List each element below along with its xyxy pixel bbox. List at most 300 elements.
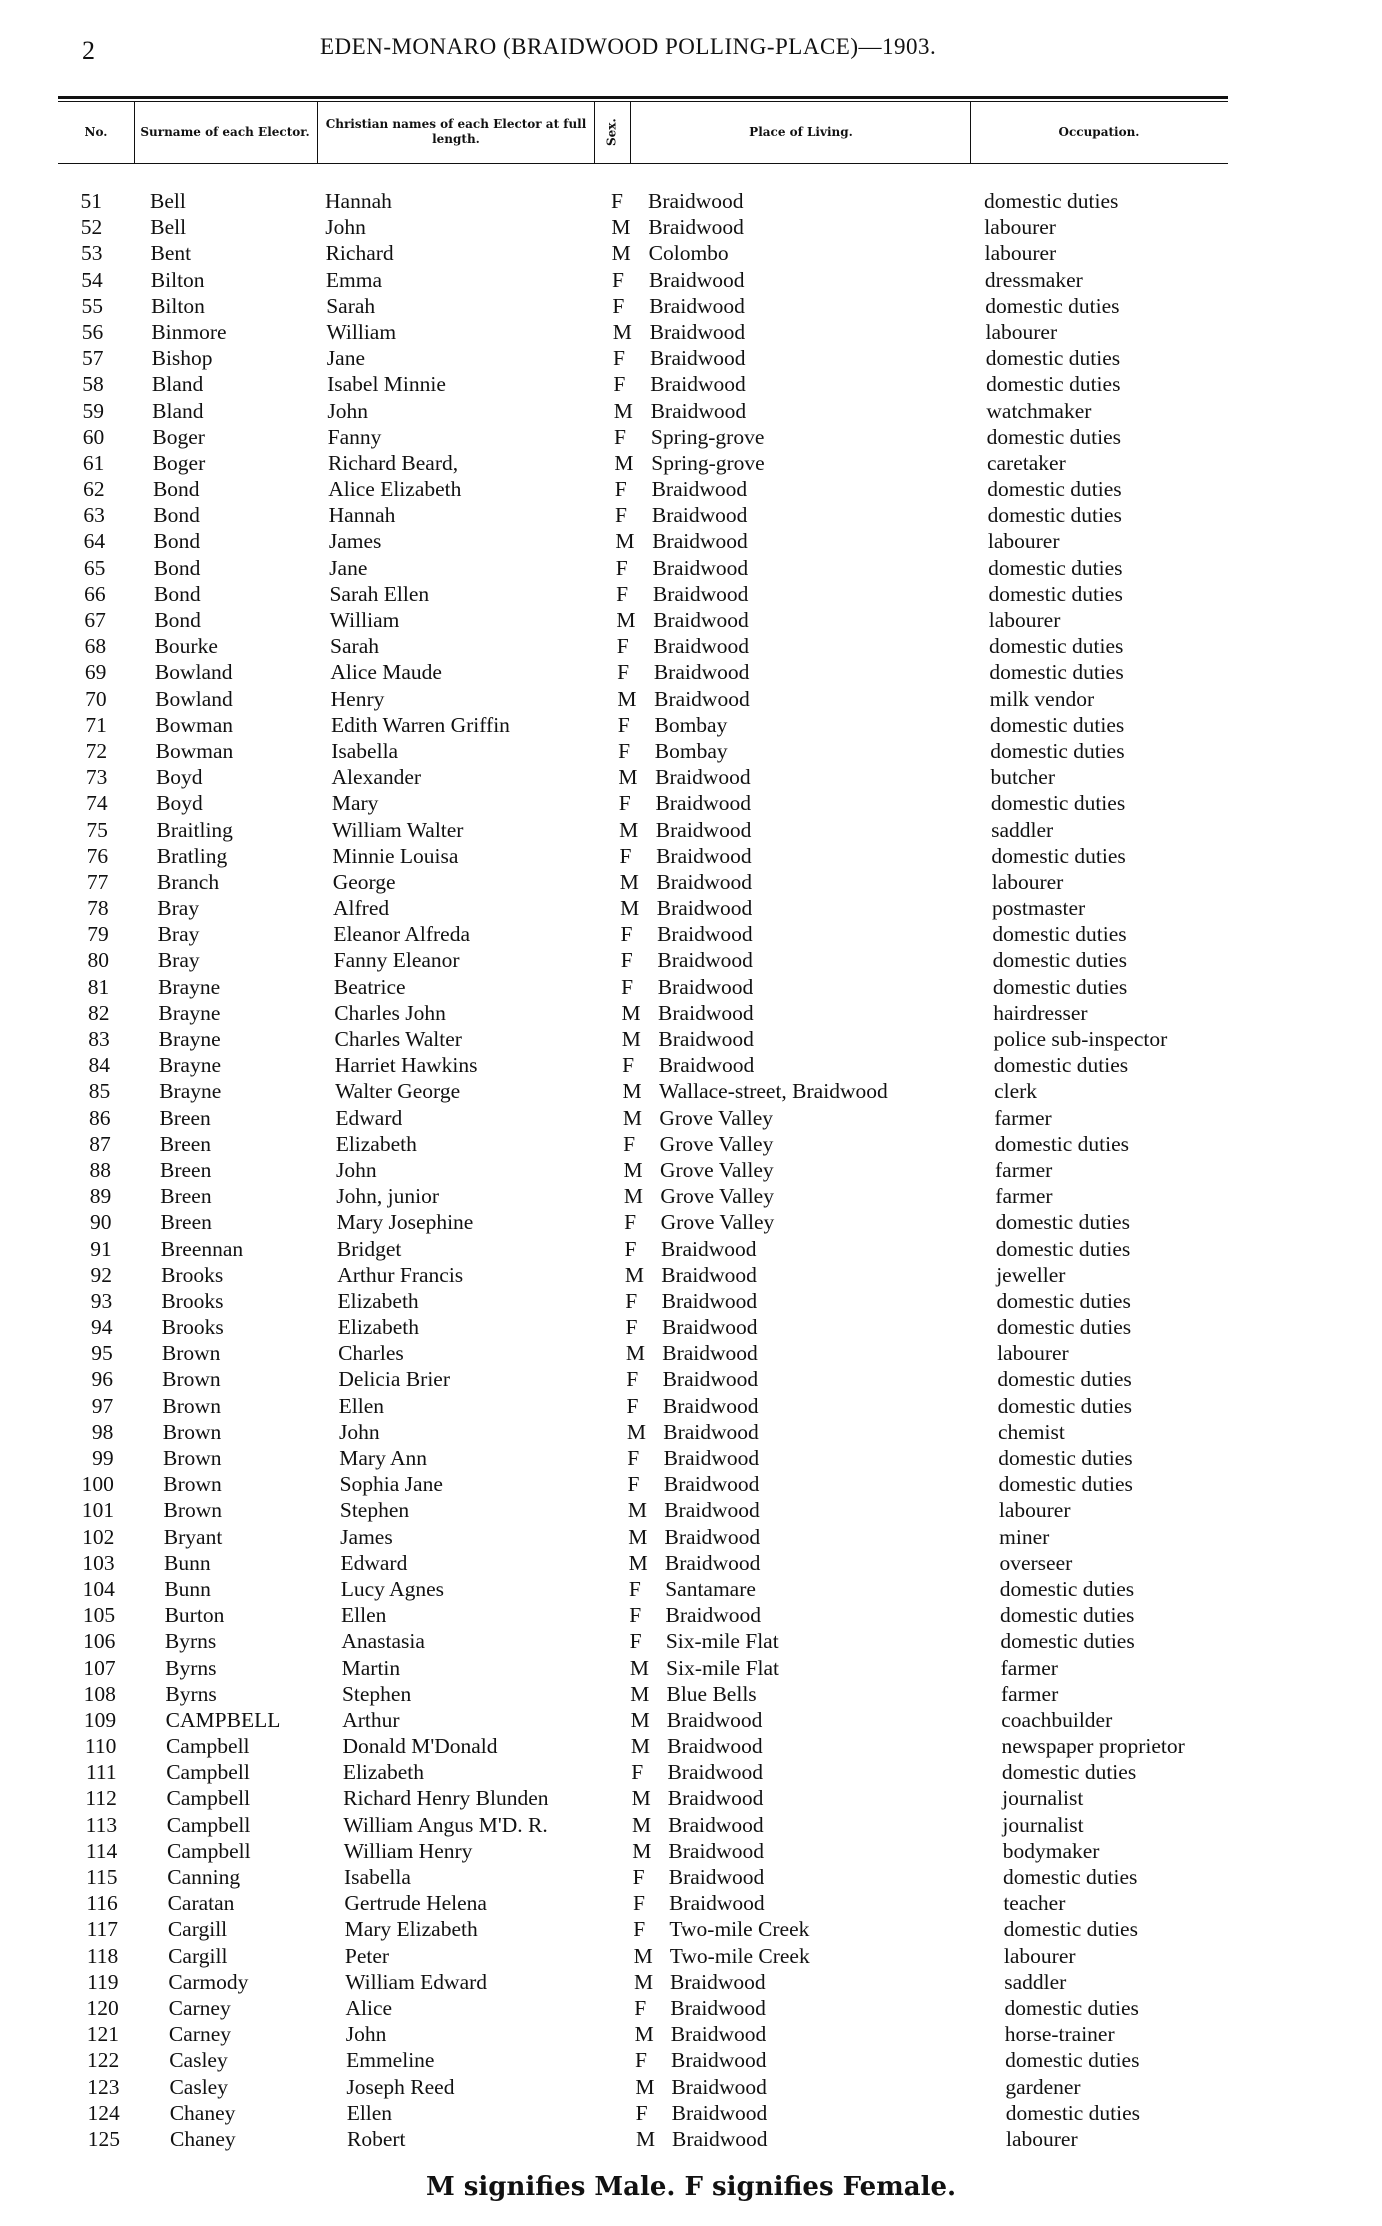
elector-row: [0, 659, 1382, 685]
elector-row: [0, 1471, 1382, 1497]
elector-occupation: domestic duties: [1003, 1865, 1138, 1889]
elector-surname: Campbell: [166, 1812, 251, 1837]
elector-place: Braidwood: [649, 293, 745, 318]
elector-sex: F: [625, 1315, 638, 1340]
elector-occupation: domestic duties: [1000, 1603, 1135, 1628]
elector-surname: Bunn: [164, 1550, 211, 1575]
elector-row: [0, 581, 1382, 607]
elector-sex: M: [628, 1550, 648, 1575]
elector-place: Braidwood: [651, 503, 748, 528]
elector-sex: M: [621, 1027, 641, 1051]
elector-place: Braidwood: [669, 1891, 765, 1916]
elector-row: [0, 1157, 1382, 1183]
elector-sex: M: [612, 319, 632, 344]
elector-row: [0, 1209, 1382, 1235]
elector-occupation: domestic duties: [998, 1446, 1133, 1470]
elector-occupation: domestic duties: [1005, 2100, 1141, 2125]
elector-number: 98: [91, 1419, 114, 1444]
elector-number: 74: [86, 791, 108, 816]
elector-row: [0, 1078, 1382, 1104]
elector-occupation: labourer: [997, 1341, 1069, 1366]
elector-number: 113: [85, 1812, 118, 1837]
elector-christian-names: John: [327, 398, 368, 423]
elector-occupation: domestic duties: [986, 372, 1121, 397]
elector-surname: Brooks: [161, 1288, 224, 1313]
elector-christian-names: Emmeline: [346, 2048, 435, 2073]
elector-number: 94: [90, 1315, 113, 1340]
elector-surname: Bent: [150, 241, 192, 266]
elector-sex: F: [635, 2100, 648, 2125]
elector-surname: Campbell: [165, 1734, 250, 1759]
elector-number: 116: [86, 1891, 118, 1916]
elector-number: 68: [84, 634, 107, 659]
elector-surname: Casley: [169, 2074, 228, 2099]
elector-number: 69: [84, 660, 107, 685]
elector-number: 52: [80, 215, 103, 240]
elector-christian-names: Charles: [338, 1341, 404, 1366]
elector-number: 105: [82, 1603, 116, 1628]
elector-number: 121: [86, 2022, 120, 2047]
elector-surname: Chaney: [170, 2126, 236, 2151]
elector-occupation: watchmaker: [986, 398, 1092, 423]
elector-place: Braidwood: [657, 948, 753, 973]
elector-row: [0, 974, 1382, 1000]
elector-sex: F: [615, 555, 628, 580]
elector-row: [0, 2021, 1382, 2047]
elector-surname: Brown: [163, 1472, 222, 1497]
elector-christian-names: Donald M'Donald: [342, 1734, 498, 1759]
elector-row: [0, 1314, 1382, 1340]
elector-occupation: domestic duties: [995, 1210, 1130, 1235]
elector-row: [0, 1602, 1382, 1628]
elector-christian-names: Elizabeth: [337, 1288, 419, 1313]
elector-christian-names: Alexander: [331, 765, 422, 790]
elector-row: [0, 738, 1382, 764]
elector-place: Braidwood: [670, 1995, 766, 2020]
elector-christian-names: Stephen: [341, 1681, 412, 1706]
elector-number: 115: [86, 1865, 118, 1889]
elector-surname: Brayne: [158, 1000, 221, 1025]
elector-row: [0, 895, 1382, 921]
elector-christian-names: Harriet Hawkins: [334, 1053, 478, 1078]
elector-sex: F: [624, 1236, 637, 1261]
elector-sex: M: [633, 1943, 653, 1968]
elector-place: Colombo: [648, 241, 729, 266]
elector-row: [0, 817, 1382, 843]
elector-place: Braidwood: [651, 477, 748, 502]
elector-surname: Brown: [162, 1367, 221, 1392]
elector-number: 79: [87, 922, 109, 947]
elector-surname: Bowland: [155, 686, 233, 711]
elector-surname: Bland: [151, 372, 204, 397]
elector-sex: M: [611, 241, 631, 266]
elector-surname: Bowland: [154, 660, 233, 685]
elector-christian-names: Mary: [331, 791, 379, 816]
elector-place: Braidwood: [652, 529, 748, 554]
elector-surname: Byrns: [165, 1681, 217, 1706]
elector-sex: F: [627, 1472, 640, 1497]
elector-place: Braidwood: [656, 896, 753, 921]
elector-row: [0, 555, 1382, 581]
elector-place: Braidwood: [650, 372, 746, 397]
elector-sex: F: [615, 503, 628, 528]
elector-place: Braidwood: [658, 1000, 754, 1025]
elector-place: Grove Valley: [660, 1210, 775, 1235]
elector-surname: Bray: [157, 922, 200, 947]
elector-row: [0, 1838, 1382, 1864]
elector-occupation: journalist: [1002, 1786, 1084, 1811]
elector-sex: M: [629, 1655, 650, 1680]
elector-row: [0, 1707, 1382, 1733]
elector-occupation: labourer: [1003, 1943, 1076, 1968]
elector-number: 125: [87, 2126, 120, 2151]
elector-occupation: domestic duties: [989, 634, 1124, 659]
elector-number: 97: [91, 1393, 114, 1418]
elector-christian-names: William: [326, 319, 397, 344]
elector-row: [0, 712, 1382, 738]
elector-place: Braidwood: [658, 1027, 754, 1051]
elector-occupation: domestic duties: [1005, 2048, 1140, 2073]
elector-place: Braidwood: [665, 1603, 762, 1628]
elector-occupation: labourer: [1006, 2126, 1078, 2151]
elector-surname: Bond: [154, 581, 201, 606]
column-divider: [594, 101, 595, 163]
elector-christian-names: John: [338, 1419, 380, 1444]
elector-christian-names: Isabel Minnie: [327, 372, 446, 397]
elector-christian-names: Jane: [329, 555, 368, 580]
elector-place: Spring-grove: [650, 424, 765, 449]
elector-row: [0, 1681, 1382, 1707]
elector-row: [0, 1969, 1382, 1995]
elector-place: Braidwood: [663, 1419, 759, 1444]
elector-surname: Bilton: [150, 267, 205, 292]
elector-row: [0, 1183, 1382, 1209]
elector-occupation: labourer: [984, 215, 1056, 240]
elector-sex: F: [618, 738, 631, 763]
elector-number: 73: [85, 765, 108, 790]
elector-sex: M: [624, 1262, 644, 1287]
elector-number: 110: [84, 1734, 117, 1759]
elector-christian-names: Elizabeth: [342, 1760, 425, 1785]
elector-row: [0, 1995, 1382, 2021]
elector-surname: Breen: [160, 1157, 212, 1182]
elector-number: 70: [85, 686, 107, 711]
elector-number: 67: [84, 608, 106, 632]
elector-row: [0, 345, 1382, 371]
elector-occupation: domestic duties: [991, 843, 1126, 868]
elector-sex: F: [631, 1760, 644, 1785]
elector-surname: Bryant: [163, 1524, 223, 1549]
elector-sex: M: [632, 1838, 652, 1863]
elector-sex: F: [633, 1917, 646, 1942]
elector-occupation: gardener: [1005, 2074, 1081, 2099]
elector-christian-names: Mary Josephine: [336, 1210, 474, 1235]
elector-sex: M: [614, 450, 634, 475]
elector-place: Braidwood: [662, 1367, 759, 1392]
top-rule: [58, 96, 1228, 99]
elector-number: 71: [85, 712, 107, 737]
header-place: Place of Living.: [749, 124, 853, 139]
elector-occupation: hairdresser: [993, 1000, 1088, 1025]
elector-sex: M: [626, 1419, 646, 1444]
elector-christian-names: Edward: [340, 1550, 408, 1575]
elector-christian-names: Arthur Francis: [337, 1262, 464, 1287]
elector-number: 101: [81, 1498, 115, 1523]
elector-christian-names: Richard Henry Blunden: [343, 1786, 549, 1811]
elector-place: Braidwood: [648, 189, 744, 213]
elector-sex: F: [621, 974, 634, 999]
elector-occupation: domestic duties: [985, 346, 1121, 371]
elector-christian-names: Joseph Reed: [346, 2074, 455, 2099]
elector-christian-names: Gertrude Helena: [344, 1891, 487, 1916]
elector-place: Braidwood: [668, 1838, 764, 1863]
elector-number: 84: [88, 1053, 111, 1078]
elector-occupation: caretaker: [986, 450, 1066, 475]
elector-surname: Breen: [159, 1131, 212, 1156]
elector-number: 118: [86, 1943, 119, 1968]
elector-christian-names: Isabella: [344, 1865, 411, 1889]
elector-place: Braidwood: [664, 1524, 761, 1549]
elector-place: Six-mile Flat: [665, 1629, 779, 1654]
elector-surname: CAMPBELL: [165, 1707, 281, 1732]
elector-sex: M: [633, 1969, 654, 1994]
elector-occupation: farmer: [1000, 1655, 1058, 1680]
elector-place: Braidwood: [664, 1550, 761, 1575]
elector-row: [0, 1236, 1382, 1262]
elector-surname: Brayne: [159, 1079, 222, 1104]
elector-occupation: farmer: [995, 1184, 1053, 1209]
elector-surname: Bond: [153, 555, 201, 580]
elector-sex: M: [635, 2074, 655, 2099]
elector-number: 93: [90, 1288, 113, 1313]
page-number: 2: [82, 36, 95, 65]
elector-christian-names: John: [345, 2022, 387, 2047]
elector-occupation: labourer: [985, 319, 1058, 344]
elector-place: Grove Valley: [660, 1157, 774, 1182]
elector-surname: Bond: [154, 608, 201, 632]
elector-occupation: miner: [999, 1524, 1050, 1549]
elector-christian-names: Charles John: [334, 1000, 446, 1025]
elector-sex: F: [620, 948, 633, 973]
elector-number: 89: [89, 1184, 112, 1209]
elector-sex: F: [632, 1891, 645, 1916]
elector-number: 95: [91, 1341, 113, 1366]
header-bottom-rule: [58, 163, 1228, 164]
elector-surname: Chaney: [169, 2100, 236, 2125]
elector-row: [0, 476, 1382, 502]
elector-place: Braidwood: [653, 660, 750, 685]
elector-place: Spring-grove: [651, 450, 765, 475]
elector-christian-names: Hannah: [325, 189, 392, 213]
elector-place: Braidwood: [655, 817, 752, 842]
elector-sex: F: [618, 791, 631, 816]
elector-occupation: domestic duties: [990, 738, 1125, 763]
elector-sex: M: [628, 1524, 648, 1549]
elector-sex: M: [616, 608, 636, 632]
elector-occupation: farmer: [994, 1105, 1052, 1130]
elector-surname: Brayne: [158, 1053, 221, 1078]
elector-occupation: domestic duties: [984, 189, 1119, 213]
elector-occupation: postmaster: [992, 896, 1086, 921]
elector-sex: F: [632, 1865, 645, 1889]
elector-christian-names: Edward: [335, 1105, 403, 1130]
elector-number: 56: [81, 319, 104, 344]
elector-place: Braidwood: [653, 608, 749, 632]
elector-surname: Bond: [153, 529, 201, 554]
elector-sex: F: [613, 372, 626, 397]
elector-sex: F: [614, 424, 626, 449]
elector-surname: Byrns: [165, 1655, 217, 1680]
elector-occupation: domestic duties: [995, 1236, 1131, 1261]
elector-surname: Bowman: [155, 712, 234, 737]
elector-number: 104: [82, 1576, 115, 1601]
elector-surname: Bilton: [151, 293, 205, 318]
elector-sex: M: [619, 817, 639, 842]
elector-number: 90: [89, 1210, 112, 1235]
elector-sex: M: [611, 215, 631, 240]
elector-christian-names: Robert: [347, 2126, 406, 2151]
top-rule-thin: [58, 101, 1228, 102]
elector-number: 78: [87, 896, 109, 921]
elector-place: Braidwood: [656, 843, 752, 868]
elector-occupation: domestic duties: [1003, 1917, 1138, 1942]
elector-occupation: domestic duties: [1004, 1995, 1139, 2020]
header-surname: Surname of each Elector.: [140, 124, 310, 139]
elector-christian-names: John, junior: [336, 1184, 440, 1209]
elector-sex: F: [626, 1393, 639, 1418]
elector-occupation: domestic duties: [985, 293, 1120, 318]
elector-sex: M: [613, 398, 633, 423]
elector-number: 83: [88, 1027, 110, 1051]
elector-surname: Bond: [153, 503, 200, 528]
elector-place: Six-mile Flat: [666, 1655, 780, 1680]
elector-row: [0, 1497, 1382, 1523]
elector-sex: M: [625, 1341, 645, 1366]
elector-number: 75: [86, 817, 108, 842]
elector-row: [0, 1943, 1382, 1969]
elector-surname: Brown: [162, 1393, 221, 1418]
elector-number: 87: [89, 1131, 111, 1156]
elector-sex: F: [612, 293, 625, 318]
elector-surname: Bowman: [155, 738, 234, 763]
elector-sex: M: [630, 1707, 650, 1732]
elector-number: 81: [87, 974, 110, 999]
elector-christian-names: John: [336, 1157, 377, 1182]
elector-number: 109: [83, 1707, 117, 1732]
elector-row: [0, 2074, 1382, 2100]
elector-surname: Cargill: [167, 1917, 228, 1942]
elector-christian-names: George: [332, 869, 396, 894]
elector-sex: M: [631, 1812, 652, 1837]
elector-number: 119: [87, 1969, 119, 1994]
elector-sex: M: [630, 1734, 651, 1759]
elector-occupation: domestic duties: [992, 948, 1127, 973]
elector-occupation: butcher: [990, 765, 1055, 790]
elector-place: Grove Valley: [659, 1131, 774, 1156]
elector-sex: F: [619, 843, 632, 868]
elector-row: [0, 843, 1382, 869]
elector-number: 65: [83, 555, 106, 580]
elector-sex: F: [629, 1629, 642, 1654]
elector-occupation: domestic duties: [987, 477, 1122, 502]
elector-row: [0, 1916, 1382, 1942]
elector-christian-names: Beatrice: [333, 974, 406, 999]
elector-sex: M: [630, 1681, 650, 1706]
elector-number: 53: [80, 241, 103, 266]
elector-occupation: bodymaker: [1002, 1838, 1100, 1863]
elector-number: 103: [82, 1550, 115, 1575]
elector-row: [0, 686, 1382, 712]
elector-occupation: domestic duties: [988, 581, 1123, 606]
elector-place: Braidwood: [662, 1393, 759, 1418]
elector-place: Braidwood: [652, 555, 749, 580]
elector-sex: F: [617, 712, 630, 737]
elector-occupation: milk vendor: [989, 686, 1095, 711]
elector-sex: M: [622, 1079, 642, 1104]
elector-sex: F: [625, 1288, 638, 1313]
running-head: EDEN-MONARO (BRAIDWOOD POLLING-PLACE)—1903.: [320, 34, 937, 59]
column-divider: [630, 101, 631, 163]
elector-sex: F: [622, 1053, 635, 1078]
elector-christian-names: Lucy Agnes: [340, 1576, 445, 1601]
elector-surname: Boyd: [156, 791, 203, 816]
elector-number: 51: [80, 189, 102, 213]
elector-row: [0, 1131, 1382, 1157]
elector-number: 99: [92, 1446, 114, 1470]
elector-row: [0, 1628, 1382, 1654]
elector-christian-names: Henry: [330, 686, 385, 711]
elector-christian-names: James: [328, 529, 382, 554]
elector-place: Braidwood: [648, 215, 744, 240]
elector-list: [0, 188, 1382, 2152]
elector-surname: Brown: [162, 1446, 222, 1470]
elector-christian-names: Ellen: [341, 1603, 387, 1628]
elector-surname: Carmody: [168, 1969, 249, 1994]
elector-number: 108: [83, 1681, 116, 1706]
elector-row: [0, 1026, 1382, 1052]
elector-place: Braidwood: [667, 1786, 764, 1811]
elector-row: [0, 188, 1382, 214]
elector-occupation: domestic duties: [990, 791, 1126, 816]
elector-surname: Brayne: [158, 1027, 221, 1051]
elector-number: 122: [87, 2048, 120, 2073]
elector-occupation: chemist: [997, 1419, 1065, 1444]
elector-place: Braidwood: [664, 1498, 760, 1523]
elector-place: Braidwood: [650, 398, 747, 423]
sex-legend-footnote: M signifies Male. F signifies Female.: [425, 2172, 957, 2202]
elector-number: 96: [91, 1367, 113, 1392]
elector-surname: Brayne: [158, 974, 221, 999]
elector-occupation: domestic duties: [997, 1393, 1133, 1418]
elector-place: Grove Valley: [659, 1105, 773, 1130]
elector-occupation: domestic duties: [989, 712, 1125, 737]
elector-occupation: domestic duties: [998, 1472, 1133, 1497]
elector-place: Braidwood: [649, 346, 746, 371]
elector-occupation: domestic duties: [1000, 1629, 1135, 1654]
elector-number: 82: [88, 1000, 110, 1025]
elector-occupation: domestic duties: [999, 1576, 1135, 1601]
elector-row: [0, 869, 1382, 895]
elector-surname: Bland: [152, 398, 204, 423]
elector-christian-names: Walter George: [335, 1079, 461, 1104]
elector-occupation: coachbuilder: [1001, 1707, 1113, 1732]
elector-christian-names: John: [325, 215, 366, 240]
elector-row: [0, 1864, 1382, 1890]
elector-row: [0, 1785, 1382, 1811]
elector-sex: F: [616, 634, 629, 659]
elector-place: Braidwood: [670, 2022, 767, 2047]
elector-place: Braidwood: [668, 1865, 765, 1889]
